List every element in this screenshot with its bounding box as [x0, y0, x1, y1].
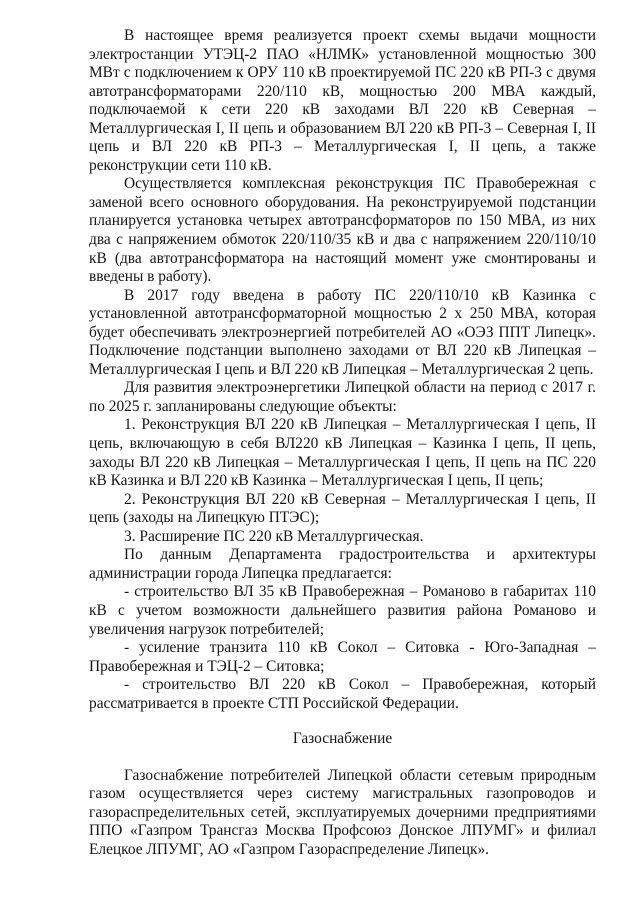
section-heading-gas: Газоснабжение [292, 730, 393, 748]
list-item-planned-2: 2. Реконструкция ВЛ 220 кВ Северная – Металлургическая I цепь, II цепь (заходы на Липецкую ПТЭС); [89, 490, 596, 527]
list-item-planned-1: 1. Реконструкция ВЛ 220 кВ Липецкая – Металлургическая I цепь, II цепь, включающую в себя ВЛ220 кВ Липецкая – Казинка I цепь, II цепь, заходы ВЛ 220 кВ Липецкая – Металлургическая I цепь, II цепь на ПС 220 кВ Казинка и ВЛ 220 кВ Казинка – Металлургическая I цепь, II цепь; [89, 416, 596, 490]
list-item-city-2: - усиление транзита 110 кВ Сокол – Ситовка - Юго-Западная – Правобережная и ТЭЦ-2 – Ситовка; [89, 639, 596, 675]
list-item-planned-3: 3. Расширение ПС 220 кВ Металлургическая. [124, 527, 424, 545]
list-item-city-1: - строительство ВЛ 35 кВ Правобережная – Романово в габаритах 110 кВ с учетом возможности дальнейшего развития района Романово и увеличения нагрузок потребителей; [89, 583, 596, 638]
paragraph-pravoberezhnaya-reconstruction: Осуществляется комплексная реконструкция ПС Правобережная с заменой всего основного оборудования. На реконструируемой подстанции планируется установка четырех автотрансформаторов по 150 МВА, из них два с напряжением обмоток 220/110/35 кВ и два с напряжением 220/110/10 кВ (два автотрансформатора на настоящий момент уже смонтированы и введены в работу). [89, 175, 596, 286]
paragraph-kazinka-substation: В 2017 году введена в работу ПС 220/110/10 кВ Казинка с установленной автотрансформаторной мощностью 2 х 250 МВА, которая будет обеспечивать электроэнергией потребителей АО «ОЭЗ ППТ Липецк». Подключение подстанции выполнено заходами от ВЛ 220 кВ Липецкая – Металлургическая I цепь и ВЛ 220 кВ Липецкая – Металлургическая 2 цепь. [89, 286, 596, 378]
paragraph-development-intro: Для развития электроэнергетики Липецкой области на период с 2017 г. по 2025 г. запланированы следующие объекты: [89, 379, 596, 415]
paragraph-city-intro: По данным Департамента градостроительства и архитектуры администрации города Липецка предлагается: [89, 546, 596, 582]
paragraph-gas-supply: Газоснабжение потребителей Липецкой области сетевым природным газом осуществляется через систему магистральных газопроводов и газораспределительных сетей, эксплуатируемых дочерними предприятиями ППО «Газпром Трансгаз Москва Профсоюз Донское ЛПУМГ» и филиал Елецкое ЛПУМГ, АО «Газпром Газораспределение Липецк». [89, 766, 596, 858]
list-item-city-3: - строительство ВЛ 220 кВ Сокол – Правобережная, который рассматривается в проекте СТП Российской Федерации. [89, 676, 596, 712]
paragraph-utec2-project: В настоящее время реализуется проект схемы выдачи мощности электростанции УТЭЦ-2 ПАО «НЛМК» установленной мощностью 300 МВт с подключением к ОРУ 110 кВ проектируемой ПС 220 кВ РП-3 с двумя автотрансформаторами 220/110 кВ, мощностью 200 МВА каждый, подключаемой к сети 220 кВ заходами ВЛ 220 кВ Северная – Металлургическая I, II цепь и образованием ВЛ 220 кВ РП-3 – Северная I, II цепь и ВЛ 220 кВ РП-3 – Металлургическая I, II цепь, а также реконструкции сети 110 кВ. [89, 27, 596, 174]
